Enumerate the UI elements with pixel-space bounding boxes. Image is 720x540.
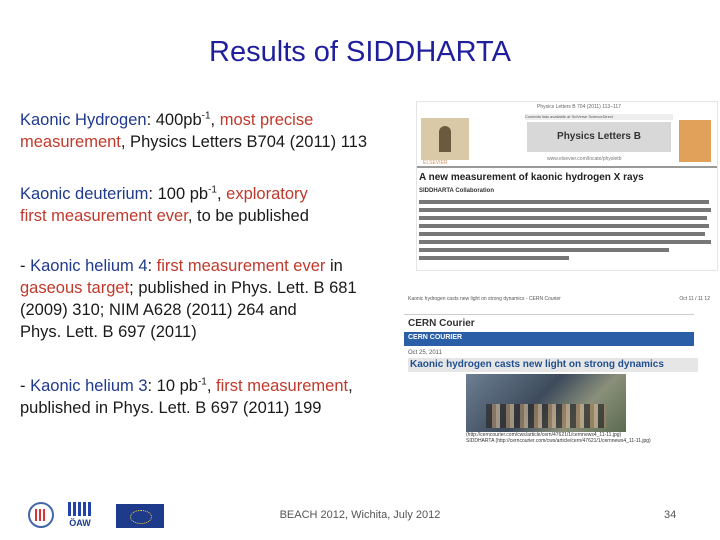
text-line xyxy=(20,109,367,131)
result-kaonic-helium-3 xyxy=(20,375,353,419)
courier-page-date: Oct 11 / 11 12 xyxy=(679,296,710,302)
text-line xyxy=(20,375,353,397)
text-segment: Kaonic helium 3 xyxy=(30,377,148,395)
text-line xyxy=(20,277,357,299)
courier-date: Oct 25, 2011 xyxy=(408,350,442,356)
courier-caption-2: SIDDHARTA (http://cerncourier.com/cws/article/cern/47621/1/cernnews4_11-11.jpg) xyxy=(466,438,651,444)
courier-page-title: Kaonic hydrogen casts new light on strong dynamics - CERN Courier xyxy=(408,296,561,302)
courier-bar xyxy=(404,304,694,315)
text-segment: , xyxy=(216,185,227,203)
text-segment: exploratory xyxy=(226,185,308,203)
author-line xyxy=(419,208,711,212)
text-segment: : 400pb xyxy=(146,111,202,129)
footer-text: BEACH 2012, Wichita, July 2012 xyxy=(279,509,441,521)
siddharta-photo xyxy=(466,374,626,432)
author-line xyxy=(419,200,709,204)
author-line xyxy=(419,232,705,236)
author-line xyxy=(419,224,709,228)
text-line xyxy=(20,299,357,321)
text-segment: Kaonic deuterium xyxy=(20,185,149,203)
text-line xyxy=(20,397,353,419)
text-segment: - xyxy=(20,377,31,395)
text-segment: ; published in Phys. Lett. B 681 xyxy=(129,279,357,297)
text-segment: first measurement ever xyxy=(20,207,188,225)
text-segment: (2009) 310; NIM A628 (2011) 264 and xyxy=(20,301,297,319)
superscript: -1 xyxy=(197,376,207,388)
result-kaonic-helium-4 xyxy=(20,255,357,343)
text-segment: , to be published xyxy=(187,207,309,225)
journal-name: Physics Letters B xyxy=(527,122,671,152)
text-segment: Kaonic helium 4 xyxy=(30,257,148,275)
article-collaboration: SIDDHARTA Collaboration xyxy=(419,188,494,194)
oaw-logo-text: ÖAW xyxy=(69,518,91,528)
text-segment: Phys. Lett. B 697 (2011) xyxy=(20,323,197,341)
journal-article-thumbnail xyxy=(416,101,718,271)
page-number: 34 xyxy=(664,509,677,521)
text-segment: published in Phys. Lett. B 697 (2011) 199 xyxy=(20,399,322,417)
courier-name: CERN Courier xyxy=(408,318,475,329)
courier-headline-bar xyxy=(408,358,698,372)
text-segment: , xyxy=(206,377,217,395)
text-segment: : 100 pb xyxy=(148,185,209,203)
superscript: -1 xyxy=(201,110,211,122)
elsevier-logo xyxy=(421,118,469,160)
result-kaonic-deuterium xyxy=(20,183,309,227)
text-segment: , xyxy=(348,377,353,395)
superscript: -1 xyxy=(208,184,217,196)
text-line xyxy=(20,205,309,227)
courier-headline: Kaonic hydrogen casts new light on strong dynamics xyxy=(410,359,664,370)
author-line xyxy=(419,216,707,220)
text-segment: measurement xyxy=(20,133,121,151)
text-line xyxy=(20,131,367,153)
text-segment: : xyxy=(147,257,157,275)
text-line xyxy=(20,183,309,205)
text-segment: , xyxy=(210,111,220,129)
journal-header xyxy=(417,102,717,168)
article-title: A new measurement of kaonic hydrogen X rays xyxy=(419,172,644,183)
slide-title: Results of SIDDHARTA xyxy=(209,36,511,68)
author-line xyxy=(419,248,669,252)
text-line xyxy=(20,321,357,343)
author-line xyxy=(419,240,711,244)
publisher-name: ELSEVIER xyxy=(423,160,448,166)
journal-contents-line: Contents lists available at SciVerse ScienceDirect xyxy=(525,114,673,120)
text-segment: , Physics Letters B704 (2011) 113 xyxy=(120,133,367,151)
courier-band xyxy=(404,332,694,346)
text-segment: - xyxy=(20,257,31,275)
text-segment: first measurement xyxy=(216,377,349,395)
text-line xyxy=(20,255,357,277)
text-segment: in xyxy=(325,257,343,275)
text-segment: gaseous target xyxy=(20,279,130,297)
journal-site: www.elsevier.com/locate/physletb xyxy=(547,156,622,162)
text-segment: : 10 pb xyxy=(147,377,198,395)
courier-band-text: CERN COURIER xyxy=(408,334,463,341)
courier-caption-1: (http://cerncourier.com/cws/article/cern/47621/1/cernnews4_11-11.jpg) xyxy=(466,432,622,438)
result-kaonic-hydrogen xyxy=(20,109,367,153)
text-segment: first measurement ever xyxy=(156,257,326,275)
text-segment: most precise xyxy=(219,111,314,129)
text-segment: Kaonic Hydrogen xyxy=(20,111,147,129)
journal-cover-image xyxy=(679,120,711,162)
author-line xyxy=(419,256,569,260)
journal-citation: Physics Letters B 704 (2011) 113–117 xyxy=(537,104,621,110)
cern-courier-thumbnail xyxy=(404,296,716,444)
